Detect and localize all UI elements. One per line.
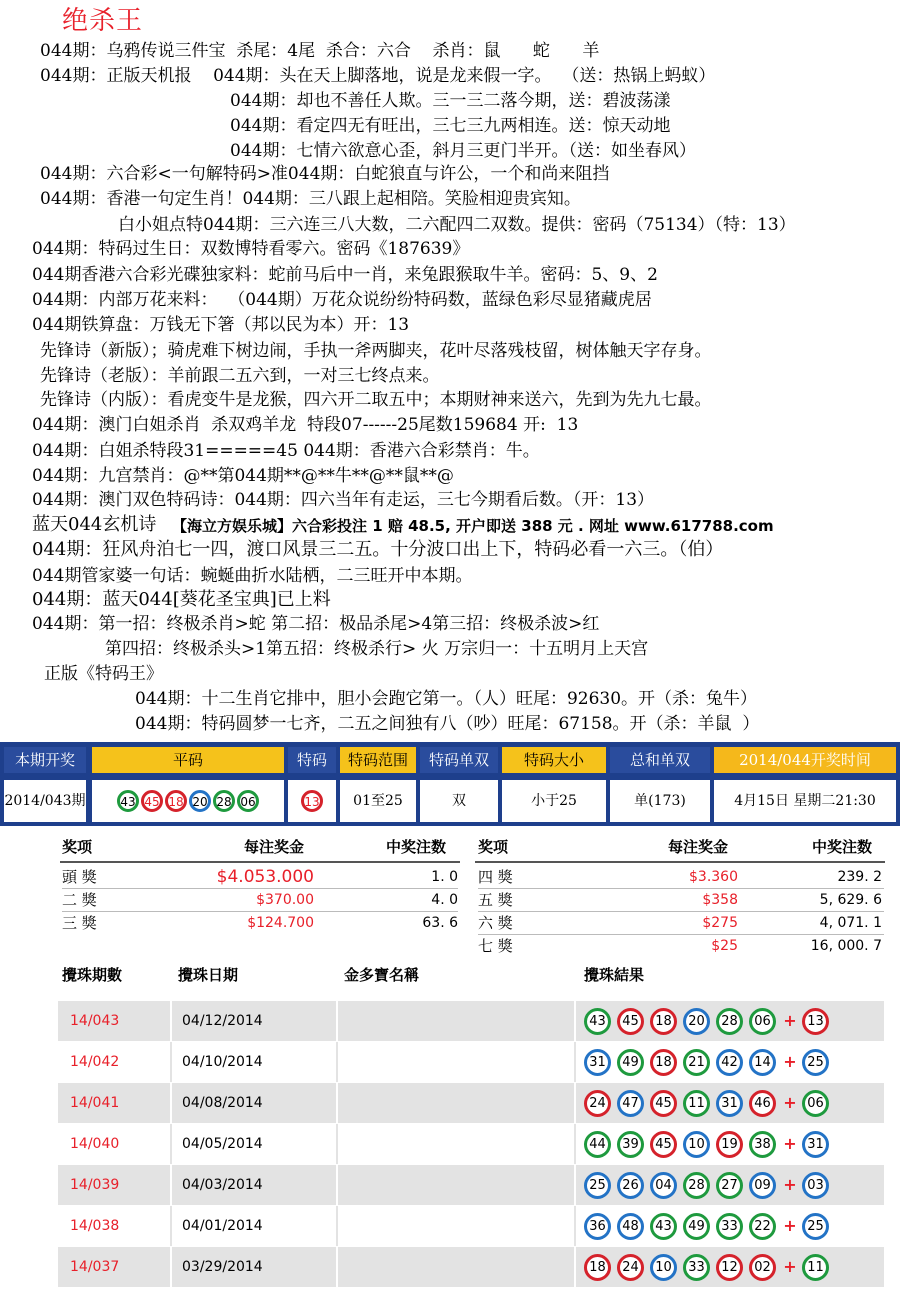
number-ball: 43	[650, 1213, 677, 1240]
history-date: 04/10/2014	[182, 1054, 263, 1070]
number-ball: 18	[650, 1008, 677, 1035]
oddeven-cell: 双	[420, 780, 498, 822]
prize-name: 二 獎	[62, 891, 97, 909]
special-ball-cell	[288, 780, 336, 822]
header-cell: 平码	[92, 747, 284, 773]
prize-count: 239. 2	[837, 869, 882, 885]
prize-count: 5, 629. 6	[819, 892, 882, 908]
period-cell: 2014/043期	[4, 780, 86, 822]
history-header: 金多寶名稱	[344, 966, 420, 984]
header-cell: 2014/044开奖时间	[714, 747, 896, 773]
header-cell: 本期开奖	[4, 747, 86, 773]
text-line: 044期：看定四无有旺出，三七三九两相连。送：惊天动地	[230, 116, 671, 136]
history-row	[58, 1206, 884, 1246]
promo-link[interactable]: 【海立方娱乐城】六合彩投注 1 赔 48.5, 开户即送 388 元 . 网址 www.617788.com	[172, 517, 774, 535]
text-line: 白小姐点特044期：三六连三八大数，二六配四二双数。提供：密码（75134）（特：13）	[118, 215, 796, 235]
number-ball: 43	[584, 1008, 611, 1035]
text-line: 先锋诗（新版）；骑虎难下树边闹，手执一斧两脚夹，花叶尽落残枝留，树体触天字存身。	[40, 341, 712, 361]
prize-row	[0, 935, 900, 957]
special-ball: 13	[301, 790, 323, 812]
number-ball: 24	[584, 1090, 611, 1117]
special-ball: 31	[802, 1131, 829, 1158]
prize-count: 63. 6	[422, 915, 458, 931]
number-ball: 28	[716, 1008, 743, 1035]
history-period: 14/042	[70, 1054, 120, 1070]
prize-count: 16, 000. 7	[810, 938, 882, 954]
text-line: 044期：特码过生日：双数博特看零六。密码《187639》	[32, 239, 470, 259]
size-cell: 小于25	[502, 780, 606, 822]
special-ball: 03	[802, 1172, 829, 1199]
special-ball: 25	[802, 1213, 829, 1240]
number-ball: 39	[617, 1131, 644, 1158]
special-ball: 06	[802, 1090, 829, 1117]
header-cell: 特码单双	[420, 747, 498, 773]
number-ball: 26	[617, 1172, 644, 1199]
text-line: 044期：狂风舟泊七一四，渡口风景三二五。十分波口出上下，特码必看一六三。（伯）	[32, 539, 724, 560]
number-ball: 43	[117, 790, 139, 812]
text-line: 044期：蓝天044[葵花圣宝典]已上料	[32, 589, 331, 610]
prize-amount: $358	[702, 892, 738, 908]
number-ball: 45	[650, 1090, 677, 1117]
prize-name: 三 獎	[62, 914, 97, 932]
plus-icon: +	[783, 1093, 797, 1112]
number-ball: 18	[165, 790, 187, 812]
plus-icon: +	[783, 1175, 797, 1194]
history-row	[58, 1083, 884, 1123]
number-ball: 20	[683, 1008, 710, 1035]
text-line: 044期：香港一句定生肖！044期：三八跟上起相陪。笑脸相迎贵宾知。	[40, 189, 581, 209]
number-ball: 28	[213, 790, 235, 812]
regular-balls	[92, 780, 284, 822]
time-cell: 4月15日 星期二21:30	[714, 780, 896, 822]
number-ball: 18	[584, 1254, 611, 1281]
prize-table	[0, 836, 900, 956]
prize-count: 1. 0	[431, 869, 458, 885]
history-date: 04/08/2014	[182, 1095, 263, 1111]
header-cell: 特码范围	[340, 747, 416, 773]
text-line: 044期：澳门双色特码诗：044期：四六当年有走运，三七今期看后数。（开：13）	[32, 490, 655, 510]
number-ball: 49	[617, 1049, 644, 1076]
prize-name: 四 獎	[478, 868, 513, 886]
number-ball: 10	[683, 1131, 710, 1158]
text-line: 044期：澳门白姐杀肖 杀双鸡羊龙 特段07------25尾数159684 开: 13	[32, 415, 579, 435]
history-date: 03/29/2014	[182, 1259, 263, 1275]
number-ball: 33	[683, 1254, 710, 1281]
number-ball: 42	[716, 1049, 743, 1076]
history-row	[58, 1124, 884, 1164]
text-line: 044期管家婆一句话：蜿蜒曲折水陆栖，二三旺开中本期。	[32, 566, 473, 586]
number-ball: 31	[584, 1049, 611, 1076]
number-ball: 04	[650, 1172, 677, 1199]
text-line: 044期香港六合彩光碟独家料：蛇前马后中一肖，来兔跟猴取牛羊。密码：5、9、2	[32, 265, 658, 285]
text-line: 044期：六合彩<一句解特码>准044期：白蛇狼直与许公，一个和尚来阻挡	[40, 164, 610, 184]
number-ball: 49	[683, 1213, 710, 1240]
text-line: 044期：特码圆梦一七齐，二五之间独有八（吵）旺尾：67158。开（杀：羊鼠 ）	[135, 714, 760, 734]
history-row	[58, 1247, 884, 1287]
number-ball: 20	[189, 790, 211, 812]
history-balls	[584, 1247, 835, 1287]
history-header: 攪珠結果	[584, 966, 645, 984]
number-ball: 36	[584, 1213, 611, 1240]
number-ball: 38	[749, 1131, 776, 1158]
prize-row	[0, 889, 900, 911]
history-row	[58, 1165, 884, 1205]
text-line: 先锋诗（内版）：看虎变牛是龙猴，四六开二取五中；本期财神来送六，先到为先九七最。	[40, 390, 712, 410]
number-ball: 19	[716, 1131, 743, 1158]
header-cell: 特码大小	[502, 747, 606, 773]
number-ball: 10	[650, 1254, 677, 1281]
history-period: 14/039	[70, 1177, 120, 1193]
history-balls	[584, 1083, 835, 1123]
prize-name: 五 獎	[478, 891, 513, 909]
plus-icon: +	[783, 1257, 797, 1276]
history-date: 04/01/2014	[182, 1218, 263, 1234]
prize-row	[0, 866, 900, 888]
history-period: 14/043	[70, 1013, 120, 1029]
prize-row	[0, 912, 900, 934]
text-line: 044期：却也不善任人欺。三一三二落今期，送：碧波荡漾	[230, 91, 671, 111]
number-ball: 27	[716, 1172, 743, 1199]
range-cell: 01至25	[340, 780, 416, 822]
number-ball: 09	[749, 1172, 776, 1199]
text-line: 044期铁算盘：万钱无下箸（邦以民为本）开：13	[32, 315, 410, 335]
prize-header: 奖项	[62, 838, 93, 856]
history-period: 14/040	[70, 1136, 120, 1152]
text-line: 044期：内部万花来料： （044期）万花众说纷纷特码数，蓝绿色彩尽显猪藏虎居	[32, 290, 652, 310]
prize-amount: $4.053.000	[216, 867, 314, 887]
number-ball: 06	[237, 790, 259, 812]
plus-icon: +	[783, 1134, 797, 1153]
header-cell: 特码	[288, 747, 336, 773]
number-ball: 12	[716, 1254, 743, 1281]
number-ball: 48	[617, 1213, 644, 1240]
number-ball: 25	[584, 1172, 611, 1199]
prize-amount: $275	[702, 915, 738, 931]
history-balls	[584, 1124, 835, 1164]
prize-name: 七 獎	[478, 937, 513, 955]
history-period: 14/038	[70, 1218, 120, 1234]
history-header: 攪珠期數	[62, 966, 123, 984]
history-date: 04/05/2014	[182, 1136, 263, 1152]
prize-header: 中奖注数	[386, 838, 447, 856]
number-ball: 06	[749, 1008, 776, 1035]
text-line: 正版《特码王》	[44, 664, 163, 684]
number-ball: 24	[617, 1254, 644, 1281]
history-row	[58, 1042, 884, 1082]
number-ball: 31	[716, 1090, 743, 1117]
number-ball: 21	[683, 1049, 710, 1076]
number-ball: 44	[584, 1131, 611, 1158]
number-ball: 02	[749, 1254, 776, 1281]
number-ball: 46	[749, 1090, 776, 1117]
prize-header: 奖项	[478, 838, 509, 856]
text-line: 044期：第一招：终极杀肖>蛇 第二招：极品杀尾>4第三招：终极杀波>红	[32, 614, 600, 634]
prize-count: 4. 0	[431, 892, 458, 908]
history-balls	[584, 1001, 835, 1041]
history-period: 14/041	[70, 1095, 120, 1111]
text-line: 044期：九宫禁肖：@**第044期**@**牛**@**鼠**@	[32, 466, 454, 486]
page-title: 绝杀王	[62, 6, 144, 36]
plus-icon: +	[783, 1011, 797, 1030]
prize-count: 4, 071. 1	[819, 915, 882, 931]
history-row	[58, 1001, 884, 1041]
draw-result-table	[0, 742, 900, 826]
history-period: 14/037	[70, 1259, 120, 1275]
text-line: 第四招：终极杀头>1第五招：终极杀行> 火 万宗归一：十五明月上天宫	[105, 639, 649, 659]
prize-amount: $370.00	[256, 892, 314, 908]
prize-header: 每注奖金	[244, 838, 305, 856]
number-ball: 45	[141, 790, 163, 812]
plus-icon: +	[783, 1216, 797, 1235]
prize-header: 每注奖金	[668, 838, 729, 856]
prize-name: 六 獎	[478, 914, 513, 932]
text-line: 044期：十二生肖它排中，胆小会跑它第一。（人）旺尾：92630。开（杀：兔牛）	[135, 689, 758, 709]
number-ball: 14	[749, 1049, 776, 1076]
prize-amount: $3.360	[689, 869, 738, 885]
text-line: 先锋诗（老版）：羊前跟二五六到，一对三七终点来。	[40, 366, 440, 386]
prize-header: 中奖注数	[812, 838, 873, 856]
special-ball: 11	[802, 1254, 829, 1281]
text-line: 044期：白姐杀特段31=====45 044期：香港六合彩禁肖：牛。	[32, 441, 540, 461]
number-ball: 33	[716, 1213, 743, 1240]
text-line: 044期：正版天机报 044期：头在天上脚落地，说是龙来假一字。 （送：热锅上蚂蚁）	[40, 66, 716, 86]
history-balls	[584, 1165, 835, 1205]
history-balls	[584, 1042, 835, 1082]
number-ball: 45	[617, 1008, 644, 1035]
text-line: 蓝天044玄机诗	[32, 514, 157, 535]
number-ball: 45	[650, 1131, 677, 1158]
sum-cell: 单(173)	[610, 780, 710, 822]
history-balls	[584, 1206, 835, 1246]
history-header: 攪珠日期	[178, 966, 239, 984]
prize-amount: $25	[711, 938, 738, 954]
text-line: 044期：七情六欲意心歪，斜月三更门半开。（送：如坐春风）	[230, 141, 696, 161]
prize-amount: $124.700	[247, 915, 314, 931]
text-line: 044期：乌鸦传说三件宝 杀尾：4尾 杀合：六合 杀肖：鼠 蛇 羊	[40, 41, 600, 61]
history-date: 04/12/2014	[182, 1013, 263, 1029]
plus-icon: +	[783, 1052, 797, 1071]
history-date: 04/03/2014	[182, 1177, 263, 1193]
number-ball: 22	[749, 1213, 776, 1240]
number-ball: 47	[617, 1090, 644, 1117]
header-cell: 总和单双	[610, 747, 710, 773]
prize-name: 頭 獎	[62, 868, 97, 886]
special-ball: 13	[802, 1008, 829, 1035]
number-ball: 18	[650, 1049, 677, 1076]
number-ball: 11	[683, 1090, 710, 1117]
number-ball: 28	[683, 1172, 710, 1199]
special-ball: 25	[802, 1049, 829, 1076]
